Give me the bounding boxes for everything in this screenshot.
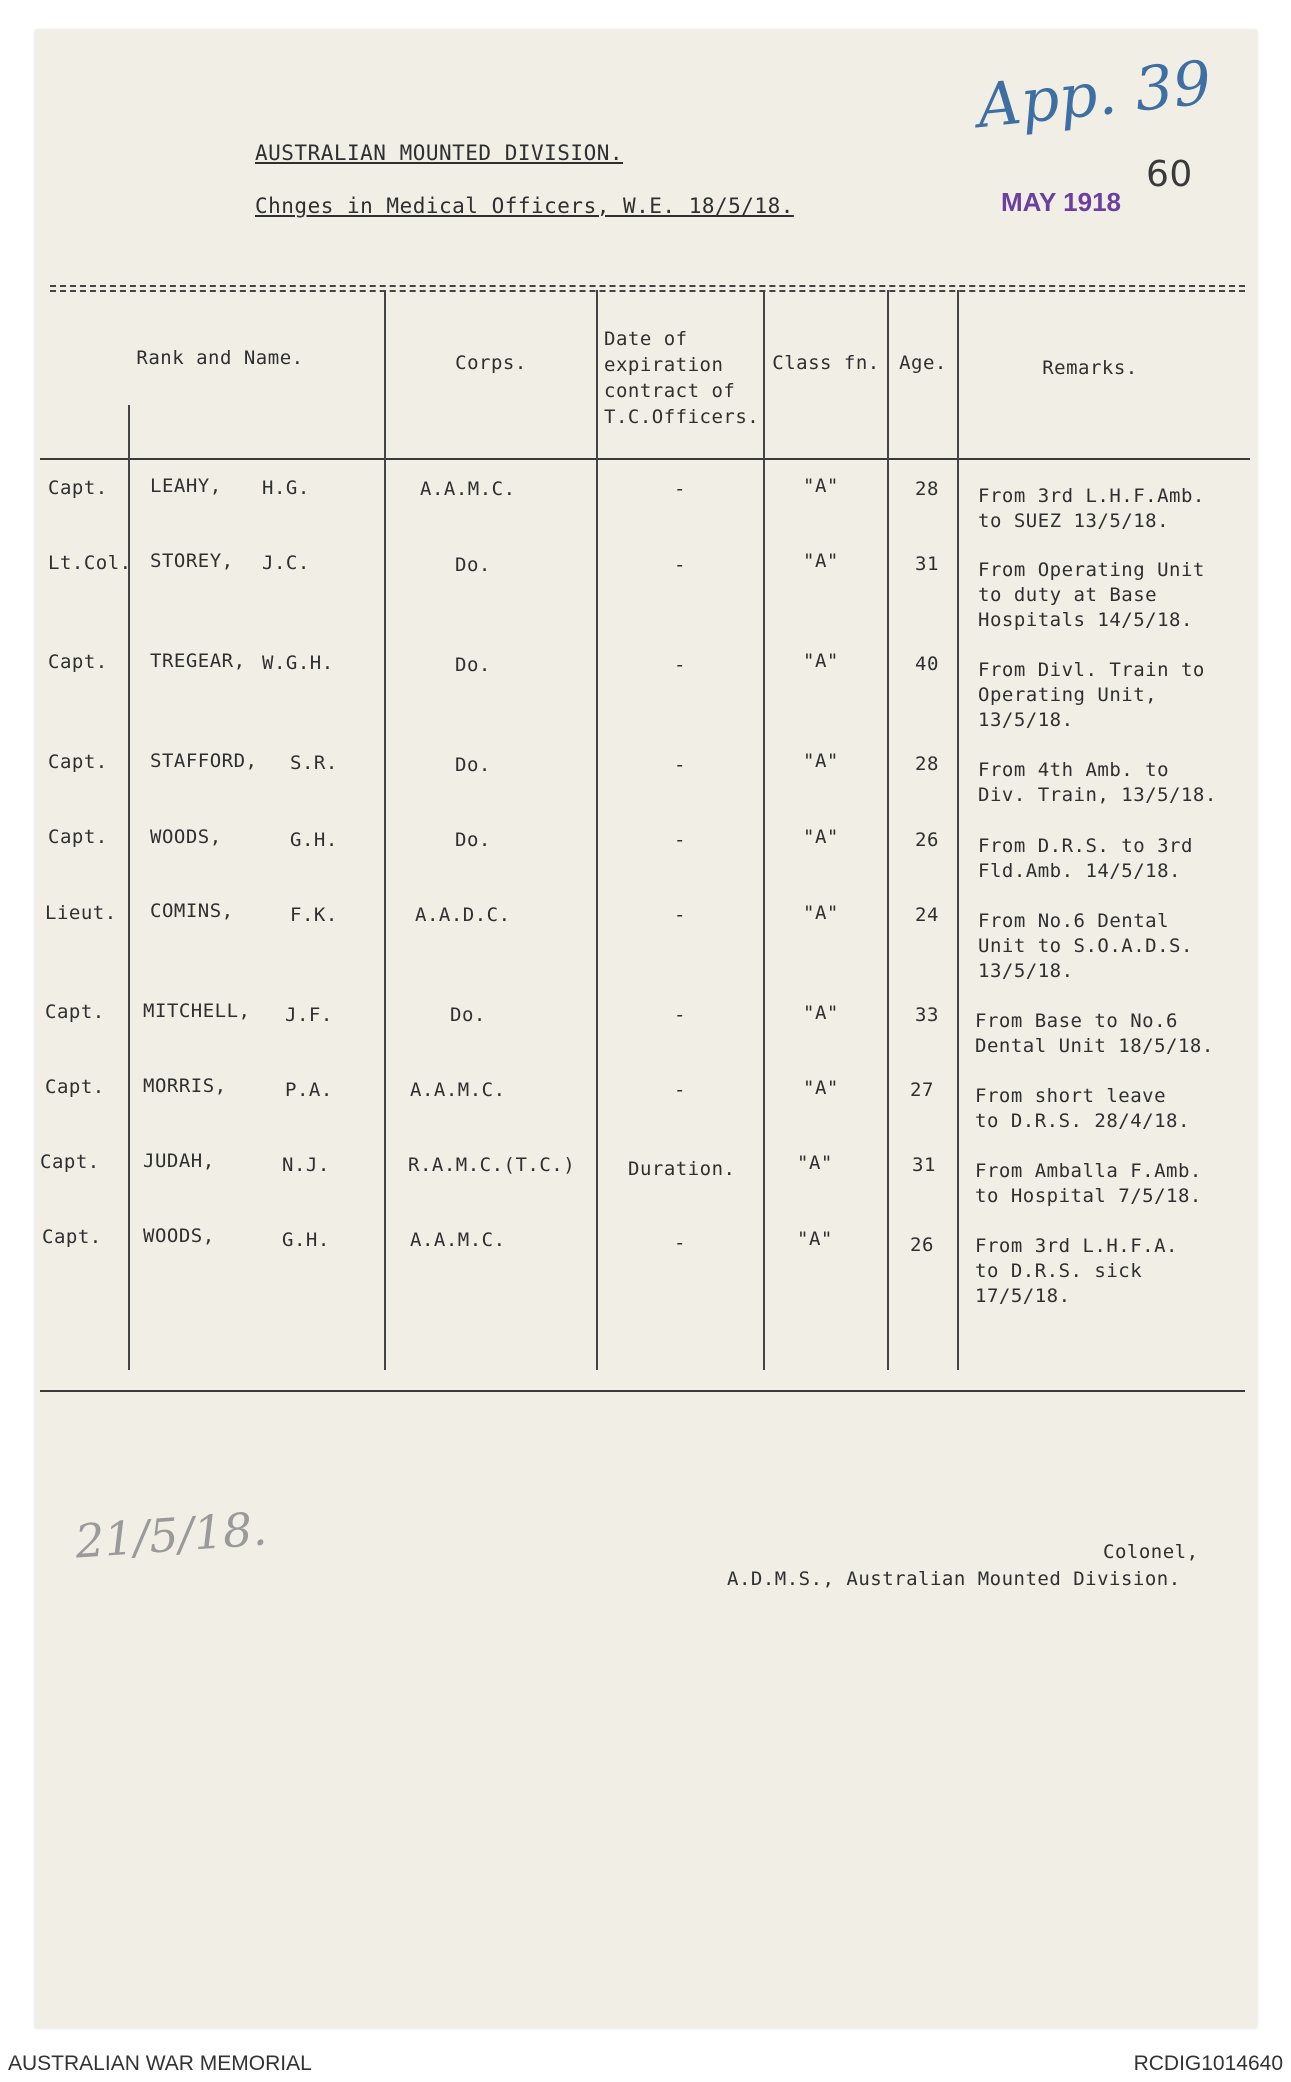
row-9-date: Duration. bbox=[628, 1158, 736, 1180]
row-5-surname: WOODS, bbox=[150, 826, 222, 848]
header-class: Class fn. bbox=[772, 352, 880, 374]
row-5-rank: Capt. bbox=[48, 826, 108, 848]
row-3-date: - bbox=[674, 654, 686, 676]
table-top-rule bbox=[50, 285, 1245, 287]
row-6-surname: COMINS, bbox=[150, 900, 234, 922]
row-3-class: "A" bbox=[803, 650, 839, 672]
row-1-corps: A.A.M.C. bbox=[420, 478, 516, 500]
row-5-remarks: From D.R.S. to 3rd Fld.Amb. 14/5/18. bbox=[978, 835, 1193, 882]
row-6-initials: F.K. bbox=[290, 904, 338, 926]
row-9-remarks: From Amballa F.Amb. to Hospital 7/5/18. bbox=[975, 1160, 1202, 1207]
row-9-corps: R.A.M.C.(T.C.) bbox=[408, 1154, 576, 1176]
row-10-initials: G.H. bbox=[282, 1229, 330, 1251]
row-1-remarks: From 3rd L.H.F.Amb. to SUEZ 13/5/18. bbox=[978, 485, 1205, 532]
row-3-remarks: From Divl. Train to Operating Unit, 13/5/18. bbox=[978, 659, 1205, 731]
row-10-rank: Capt. bbox=[42, 1226, 102, 1248]
row-1-class: "A" bbox=[803, 475, 839, 497]
row-3-corps: Do. bbox=[455, 654, 491, 676]
row-9-age: 31 bbox=[912, 1154, 936, 1176]
row-6-corps: A.A.D.C. bbox=[415, 904, 511, 926]
row-6-remarks: From No.6 Dental Unit to S.O.A.D.S. 13/5/18. bbox=[978, 910, 1193, 982]
row-4-remarks: From 4th Amb. to Div. Train, 13/5/18. bbox=[978, 759, 1217, 806]
row-7-corps: Do. bbox=[450, 1004, 486, 1026]
row-10-corps: A.A.M.C. bbox=[410, 1229, 506, 1251]
row-6-class: "A" bbox=[803, 902, 839, 924]
row-9-class: "A" bbox=[797, 1152, 833, 1174]
handwritten-date: 21/5/18. bbox=[73, 1501, 269, 1569]
row-2-date: - bbox=[674, 554, 686, 576]
row-8-remarks: From short leave to D.R.S. 28/4/18. bbox=[975, 1085, 1190, 1132]
footer-archive-name: AUSTRALIAN WAR MEMORIAL bbox=[8, 2052, 312, 2075]
row-8-corps: A.A.M.C. bbox=[410, 1079, 506, 1101]
header-date-expiration: Date of expiration contract of T.C.Officers. bbox=[604, 328, 760, 428]
row-1-date: - bbox=[674, 478, 686, 500]
row-10-date: - bbox=[674, 1232, 686, 1254]
row-10-class: "A" bbox=[797, 1228, 833, 1250]
row-2-initials: J.C. bbox=[262, 552, 310, 574]
row-2-surname: STOREY, bbox=[150, 550, 234, 572]
row-4-initials: S.R. bbox=[290, 752, 338, 774]
row-1-surname: LEAHY, bbox=[150, 475, 222, 497]
row-9-rank: Capt. bbox=[40, 1151, 100, 1173]
header-separator bbox=[40, 458, 1250, 460]
footer-item-id: RCDIG1014640 bbox=[1133, 2052, 1283, 2075]
row-4-rank: Capt. bbox=[48, 751, 108, 773]
row-7-age: 33 bbox=[915, 1004, 939, 1026]
row-7-surname: MITCHELL, bbox=[143, 1000, 251, 1022]
row-4-age: 28 bbox=[915, 753, 939, 775]
row-4-class: "A" bbox=[803, 750, 839, 772]
page-number: 60 bbox=[1146, 154, 1193, 195]
signature-office: A.D.M.S., Australian Mounted Division. bbox=[727, 1568, 1181, 1590]
row-7-remarks: From Base to No.6 Dental Unit 18/5/18. bbox=[975, 1010, 1214, 1057]
row-5-corps: Do. bbox=[455, 829, 491, 851]
column-divider-name bbox=[384, 290, 386, 1370]
row-10-surname: WOODS, bbox=[143, 1225, 215, 1247]
row-7-class: "A" bbox=[803, 1002, 839, 1024]
row-8-class: "A" bbox=[803, 1077, 839, 1099]
table-bottom-rule bbox=[40, 1390, 1245, 1392]
row-2-age: 31 bbox=[915, 553, 939, 575]
row-3-surname: TREGEAR, bbox=[150, 650, 246, 672]
row-8-date: - bbox=[674, 1079, 686, 1101]
document-subtitle: Chnges in Medical Officers, W.E. 18/5/18. bbox=[255, 194, 794, 218]
row-5-date: - bbox=[674, 829, 686, 851]
row-2-corps: Do. bbox=[455, 554, 491, 576]
row-10-remarks: From 3rd L.H.F.A. to D.R.S. sick 17/5/18. bbox=[975, 1235, 1178, 1307]
row-1-age: 28 bbox=[915, 478, 939, 500]
row-2-rank: Lt.Col. bbox=[48, 552, 132, 574]
header-rank-name: Rank and Name. bbox=[136, 347, 304, 369]
row-4-date: - bbox=[674, 754, 686, 776]
row-5-age: 26 bbox=[915, 829, 939, 851]
row-5-class: "A" bbox=[803, 826, 839, 848]
column-divider-class bbox=[887, 290, 889, 1370]
column-divider-date bbox=[763, 290, 765, 1370]
row-2-class: "A" bbox=[803, 550, 839, 572]
row-5-initials: G.H. bbox=[290, 829, 338, 851]
row-4-corps: Do. bbox=[455, 754, 491, 776]
row-8-age: 27 bbox=[910, 1079, 934, 1101]
row-6-age: 24 bbox=[915, 904, 939, 926]
row-3-rank: Capt. bbox=[48, 651, 108, 673]
row-7-rank: Capt. bbox=[45, 1001, 105, 1023]
row-10-age: 26 bbox=[910, 1234, 934, 1256]
handwritten-reference: App. 39 bbox=[973, 47, 1215, 143]
date-stamp: MAY 1918 bbox=[1001, 187, 1121, 217]
row-9-surname: JUDAH, bbox=[143, 1150, 215, 1172]
row-1-initials: H.G. bbox=[262, 477, 310, 499]
row-8-rank: Capt. bbox=[45, 1076, 105, 1098]
column-divider-age bbox=[957, 290, 959, 1370]
header-corps: Corps. bbox=[455, 352, 527, 374]
row-9-initials: N.J. bbox=[282, 1154, 330, 1176]
row-2-remarks: From Operating Unit to duty at Base Hospitals 14/5/18. bbox=[978, 559, 1205, 631]
row-3-initials: W.G.H. bbox=[262, 652, 334, 674]
row-4-surname: STAFFORD, bbox=[150, 750, 258, 772]
row-8-surname: MORRIS, bbox=[143, 1075, 227, 1097]
row-6-rank: Lieut. bbox=[45, 902, 117, 924]
table-top-rule-2 bbox=[50, 290, 1245, 292]
header-remarks: Remarks. bbox=[1042, 357, 1138, 379]
signature-rank: Colonel, bbox=[1103, 1541, 1199, 1563]
row-7-date: - bbox=[674, 1004, 686, 1026]
header-age: Age. bbox=[899, 352, 947, 374]
row-7-initials: J.F. bbox=[285, 1004, 333, 1026]
document-title: AUSTRALIAN MOUNTED DIVISION. bbox=[255, 141, 624, 165]
row-6-date: - bbox=[674, 904, 686, 926]
row-3-age: 40 bbox=[915, 653, 939, 675]
column-divider-corps bbox=[596, 290, 598, 1370]
row-1-rank: Capt. bbox=[48, 477, 108, 499]
column-divider-rank bbox=[128, 405, 130, 1370]
row-8-initials: P.A. bbox=[285, 1079, 333, 1101]
